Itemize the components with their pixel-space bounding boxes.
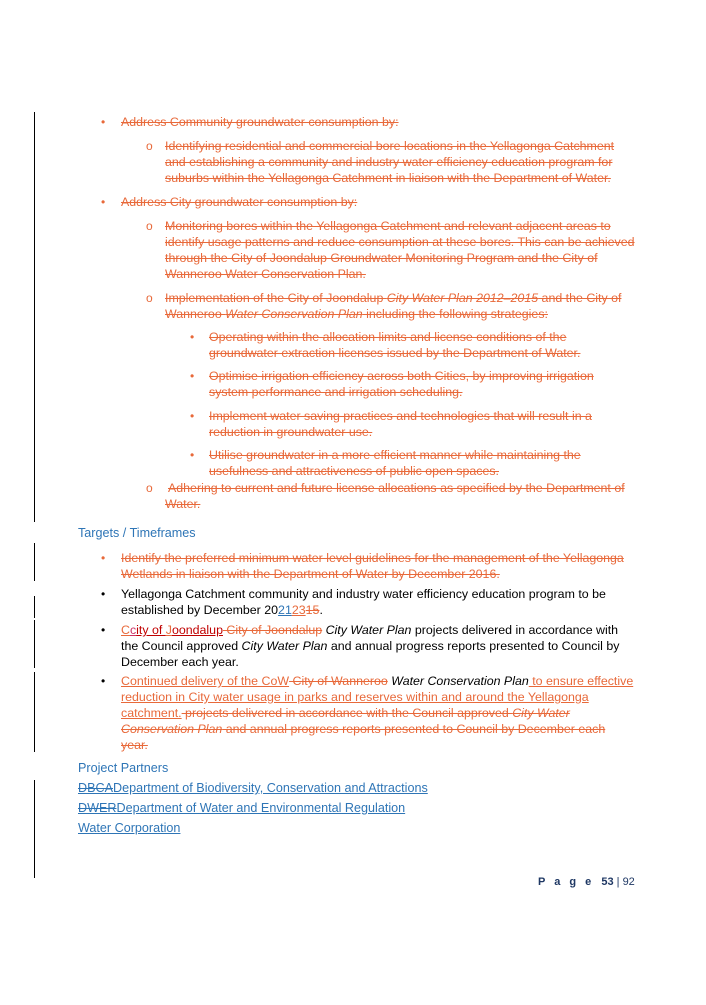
bullet: • — [101, 195, 106, 209]
page-label: P a g e — [538, 876, 595, 888]
strategy-2-line2: system performance and irrigation scheduling. — [209, 385, 463, 399]
partner-dbca: DBCADepartment of Biodiversity, Conservation and Attractions — [78, 781, 428, 795]
bullet: • — [101, 587, 106, 601]
change-bar — [34, 543, 35, 581]
strategy-3-line1: Implement water saving practices and technologies that will result in a — [209, 409, 592, 423]
target-4-line1: Continued delivery of the CoW City of Wanneroo Water Conservation Plan to ensure effective — [121, 674, 634, 688]
city-sub1-line1: Monitoring bores within the Yellagonga Catchment and relevant adjacent areas to — [165, 219, 611, 233]
partners-heading: Project Partners — [78, 761, 169, 775]
partner-dwer: DWERDepartment of Water and Environmental Regulation — [78, 801, 406, 815]
strategy-4-line1: Utilise groundwater in a more efficient manner while maintaining the — [209, 448, 581, 462]
target-4-line3: catchment. projects delivered in accordance with the Council approved City Water — [121, 706, 570, 720]
city-sub2-line1: Implementation of the City of Joondalup City Water Plan 2012–2015 and the City of — [165, 291, 622, 305]
square-bullet: • — [190, 448, 195, 462]
city-sub1-line2: identify usage patterns and reduce consumption at these bores. This can be achieved — [165, 235, 635, 249]
city-sub1-line4: Wanneroo Water Conservation Plan. — [165, 267, 366, 281]
community-sub1-line3: suburbs within the Yellagonga Catchment in liaison with the Department of Water. — [165, 171, 611, 185]
change-bar — [34, 620, 35, 668]
square-bullet: • — [190, 409, 195, 423]
change-bar — [34, 596, 35, 618]
page-footer — [538, 876, 635, 888]
community-sub1-line2: and establishing a community and industry water efficiency education program for — [165, 155, 613, 169]
target-2-line2: established by December 20212315. — [121, 603, 323, 617]
city-sub3-line2: Water. — [165, 497, 201, 511]
partner-water-corporation: Water Corporation — [78, 821, 181, 835]
strategy-3-line2: reduction in groundwater use. — [209, 425, 373, 439]
page-separator: | — [613, 876, 623, 888]
bullet: • — [101, 551, 106, 565]
bullet: • — [101, 115, 106, 129]
targets-heading: Targets / Timeframes — [78, 526, 196, 540]
bullet: • — [101, 674, 106, 688]
square-bullet: • — [190, 369, 195, 383]
target-1-line1: Identify the preferred minimum water level guidelines for the management of the Yellagonga — [121, 551, 624, 565]
change-bar — [34, 672, 35, 752]
square-bullet: • — [190, 330, 195, 344]
target-3-line2: the Council approved City Water Plan and annual progress reports presented to Council by — [121, 639, 620, 653]
sub-bullet: o — [146, 139, 153, 153]
target-4-line4: Conservation Plan and annual progress reports presented to Council by December each — [121, 722, 606, 736]
community-heading: Address Community groundwater consumption by: — [121, 115, 399, 129]
sub-bullet: o — [146, 291, 153, 305]
change-bar — [34, 112, 35, 522]
target-4-line2: reduction in City water usage in parks and reserves within and around the Yellagonga — [121, 690, 589, 704]
target-3-line1: Ccity of Joondalup City of Joondalup City Water Plan projects delivered in accordance with — [121, 623, 619, 637]
strategy-4-line2: usefulness and attractiveness of public open spaces. — [209, 464, 499, 478]
target-3-line3: December each year. — [121, 655, 239, 669]
sub-bullet: o — [146, 481, 153, 495]
change-bar — [34, 780, 35, 878]
city-sub3-line1: Adhering to current and future license allocations as specified by the Department of — [168, 481, 625, 495]
city-sub1-line3: through the City of Joondalup Groundwater Monitoring Program and the City of — [165, 251, 598, 265]
strategy-2-line1: Optimise irrigation efficiency across both Cities, by improving irrigation — [209, 369, 594, 383]
strategy-1-line1: Operating within the allocation limits and license conditions of the — [209, 330, 567, 344]
target-1-line2: Wetlands in liaison with the Department of Water by December 2016. — [121, 567, 500, 581]
strategy-1-line2: groundwater extraction licenses issued by the Department of Water. — [209, 346, 581, 360]
total-pages: 92 — [622, 876, 635, 888]
target-2-line1: Yellagonga Catchment community and industry water efficiency education program to be — [121, 587, 606, 601]
city-heading: Address City groundwater consumption by: — [121, 195, 358, 209]
city-sub2-line2: Wanneroo Water Conservation Plan including the following strategies: — [165, 307, 548, 321]
target-4-line5: year. — [121, 738, 148, 752]
page-number: 53 — [601, 876, 614, 888]
community-sub1-line1: Identifying residential and commercial bore locations in the Yellagonga Catchment — [165, 139, 615, 153]
bullet: • — [101, 623, 106, 637]
sub-bullet: o — [146, 219, 153, 233]
